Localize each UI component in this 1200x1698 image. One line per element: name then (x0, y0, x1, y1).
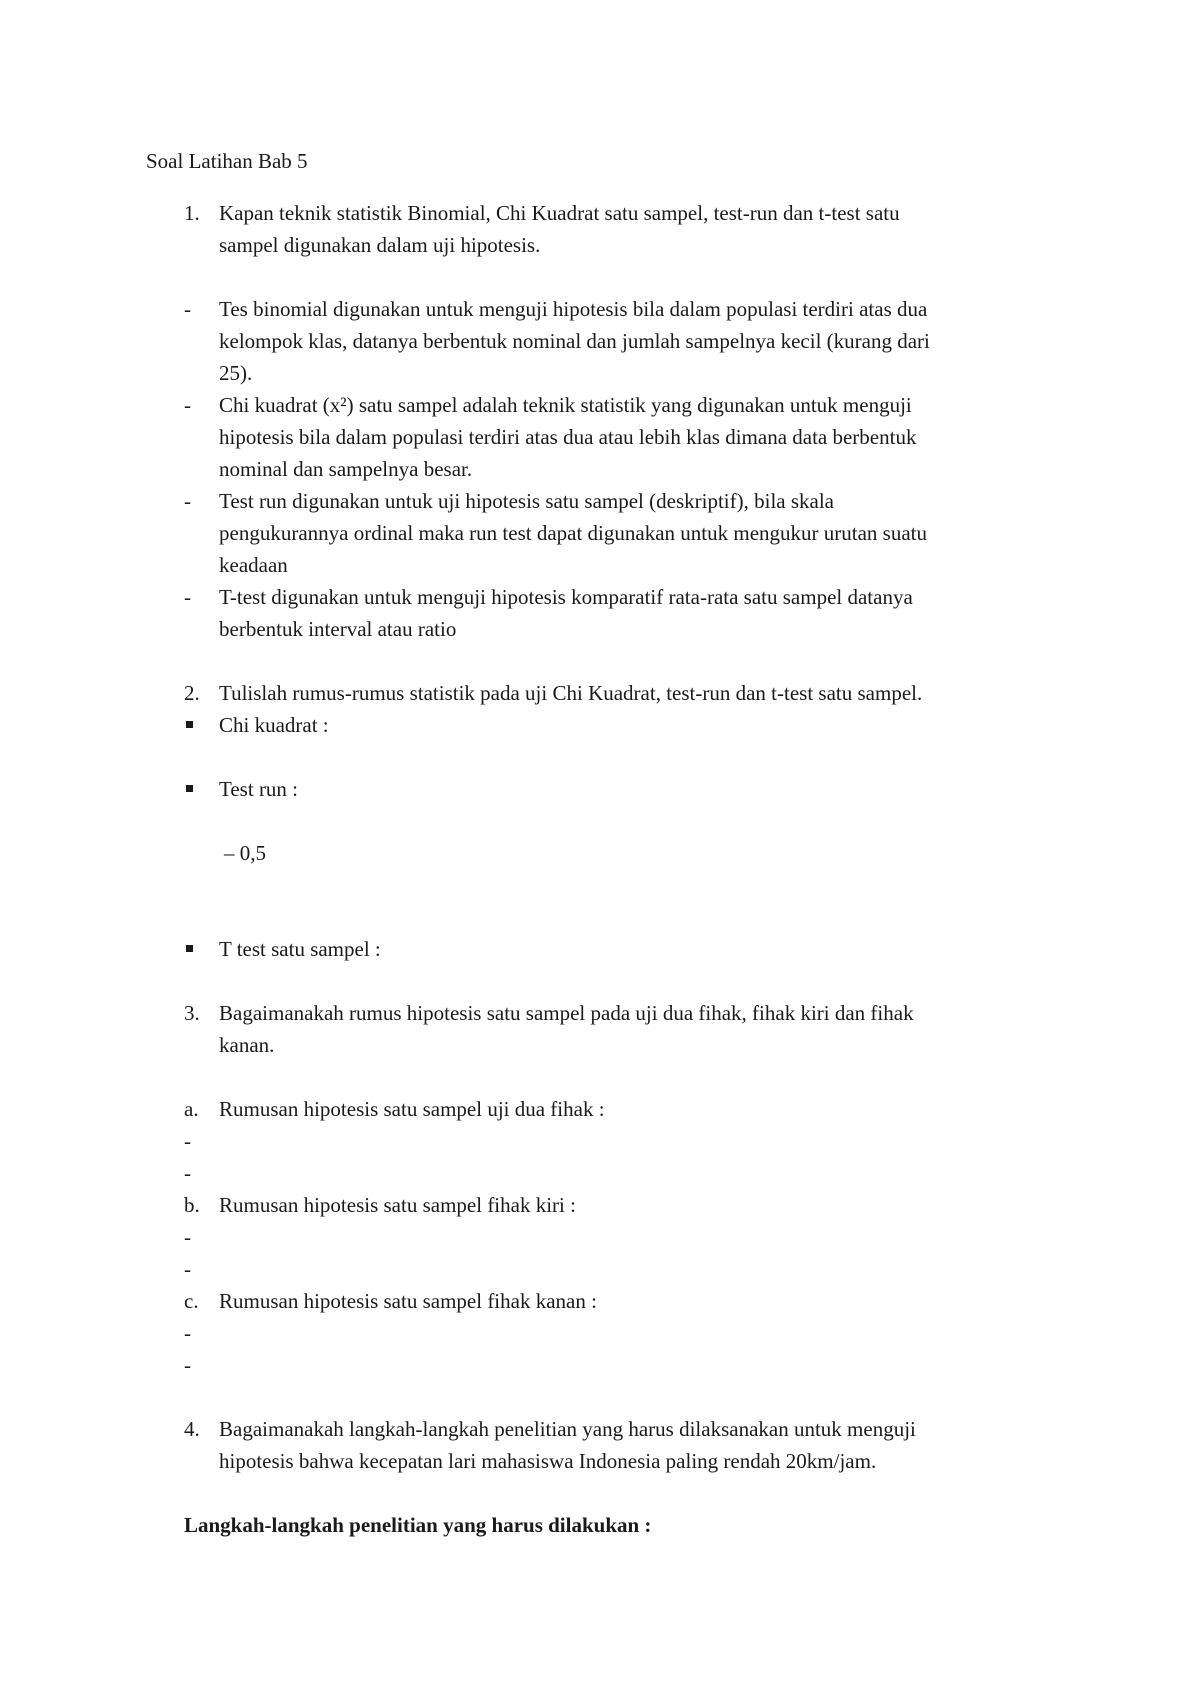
question-text: Tulislah rumus-rumus statistik pada uji Chi Kuadrat, test-run dan t-test satu sampel. (219, 681, 923, 705)
answer-item-cont (0, 549, 1200, 581)
steps-heading: Langkah-langkah penelitian yang harus dilakukan : (184, 1513, 652, 1537)
answer-text: pengukurannya ordinal maka run test dapat digunakan untuk mengukur urutan suatu (219, 521, 927, 545)
answer-item-cont (0, 453, 1200, 485)
answer-item (0, 581, 1200, 613)
dash-marker: - (184, 1321, 191, 1345)
question-text: Bagaimanakah langkah-langkah penelitian yang harus dilaksanakan untuk menguji (219, 1417, 916, 1441)
doc-title: Soal Latihan Bab 5 (146, 149, 308, 173)
question-4-cont (0, 1445, 1200, 1477)
answer-item-cont (0, 421, 1200, 453)
sub-item-a (0, 1093, 1200, 1125)
dash-marker: - (184, 585, 191, 609)
blank-dash-line (0, 1253, 1200, 1285)
question-3 (0, 997, 1200, 1029)
dash-marker: - (184, 1225, 191, 1249)
question-4 (0, 1413, 1200, 1445)
answer-text: hipotesis bila dalam populasi terdiri atas dua atau lebih klas dimana data berbentuk (219, 425, 917, 449)
blank-dash-line (0, 1125, 1200, 1157)
question-3-cont (0, 1029, 1200, 1061)
doc-title-line (0, 145, 1200, 177)
question-number: 2. (184, 681, 200, 705)
bullet-text: Chi kuadrat : (219, 713, 329, 737)
question-text: sampel digunakan dalam uji hipotesis. (219, 233, 541, 257)
sub-marker: c. (184, 1289, 199, 1313)
bullet-item-chi (0, 709, 1200, 741)
sub-text: Rumusan hipotesis satu sampel fihak kanan : (219, 1289, 597, 1313)
square-bullet-icon (186, 945, 193, 952)
answer-item-cont (0, 325, 1200, 357)
sub-item-b (0, 1189, 1200, 1221)
dash-marker: - (184, 393, 191, 417)
question-number: 1. (184, 201, 200, 225)
dash-marker: - (184, 1257, 191, 1281)
blank-dash-line (0, 1349, 1200, 1381)
dash-marker: - (184, 1353, 191, 1377)
blank-dash-line (0, 1157, 1200, 1189)
question-text: Bagaimanakah rumus hipotesis satu sampel pada uji dua fihak, fihak kiri dan fihak (219, 1001, 914, 1025)
sub-marker: b. (184, 1193, 200, 1217)
answer-text: Test run digunakan untuk uji hipotesis satu sampel (deskriptif), bila skala (219, 489, 834, 513)
question-text: hipotesis bahwa kecepatan lari mahasiswa Indonesia paling rendah 20km/jam. (219, 1449, 877, 1473)
formula-fragment: – 0,5 (224, 841, 266, 865)
answer-text: keadaan (219, 553, 288, 577)
answer-text: Tes binomial digunakan untuk menguji hipotesis bila dalam populasi terdiri atas dua (219, 297, 928, 321)
answer-text: T-test digunakan untuk menguji hipotesis komparatif rata-rata satu sampel datanya (219, 585, 913, 609)
dash-marker: - (184, 489, 191, 513)
question-text: Kapan teknik statistik Binomial, Chi Kuadrat satu sampel, test-run dan t-test satu (219, 201, 900, 225)
sub-item-c (0, 1285, 1200, 1317)
question-2 (0, 677, 1200, 709)
square-bullet-icon (186, 785, 193, 792)
square-bullet-icon (186, 721, 193, 728)
answer-text: berbentuk interval atau ratio (219, 617, 457, 641)
answer-item (0, 485, 1200, 517)
blank-dash-line (0, 1221, 1200, 1253)
dash-marker: - (184, 1129, 191, 1153)
sub-text: Rumusan hipotesis satu sampel uji dua fihak : (219, 1097, 605, 1121)
answer-text: nominal dan sampelnya besar. (219, 457, 473, 481)
question-number: 3. (184, 1001, 200, 1025)
question-text: kanan. (219, 1033, 275, 1057)
answer-text: kelompok klas, datanya berbentuk nominal dan jumlah sampelnya kecil (kurang dari (219, 329, 930, 353)
steps-heading-line (0, 1509, 1200, 1541)
answer-text: 25). (219, 361, 253, 385)
dash-marker: - (184, 297, 191, 321)
answer-item-cont (0, 357, 1200, 389)
question-1-cont (0, 229, 1200, 261)
question-number: 4. (184, 1417, 200, 1441)
answer-item-cont (0, 613, 1200, 645)
answer-text: Chi kuadrat (x²) satu sampel adalah teknik statistik yang digunakan untuk menguji (219, 393, 912, 417)
answer-item (0, 389, 1200, 421)
bullet-text: T test satu sampel : (219, 937, 381, 961)
bullet-text: Test run : (219, 777, 299, 801)
dash-marker: - (184, 1161, 191, 1185)
formula-fragment-line (0, 837, 1200, 869)
answer-item-cont (0, 517, 1200, 549)
bullet-item-run (0, 773, 1200, 805)
bullet-item-ttest (0, 933, 1200, 965)
answer-item (0, 293, 1200, 325)
sub-text: Rumusan hipotesis satu sampel fihak kiri : (219, 1193, 576, 1217)
sub-marker: a. (184, 1097, 199, 1121)
blank-dash-line (0, 1317, 1200, 1349)
question-1 (0, 197, 1200, 229)
